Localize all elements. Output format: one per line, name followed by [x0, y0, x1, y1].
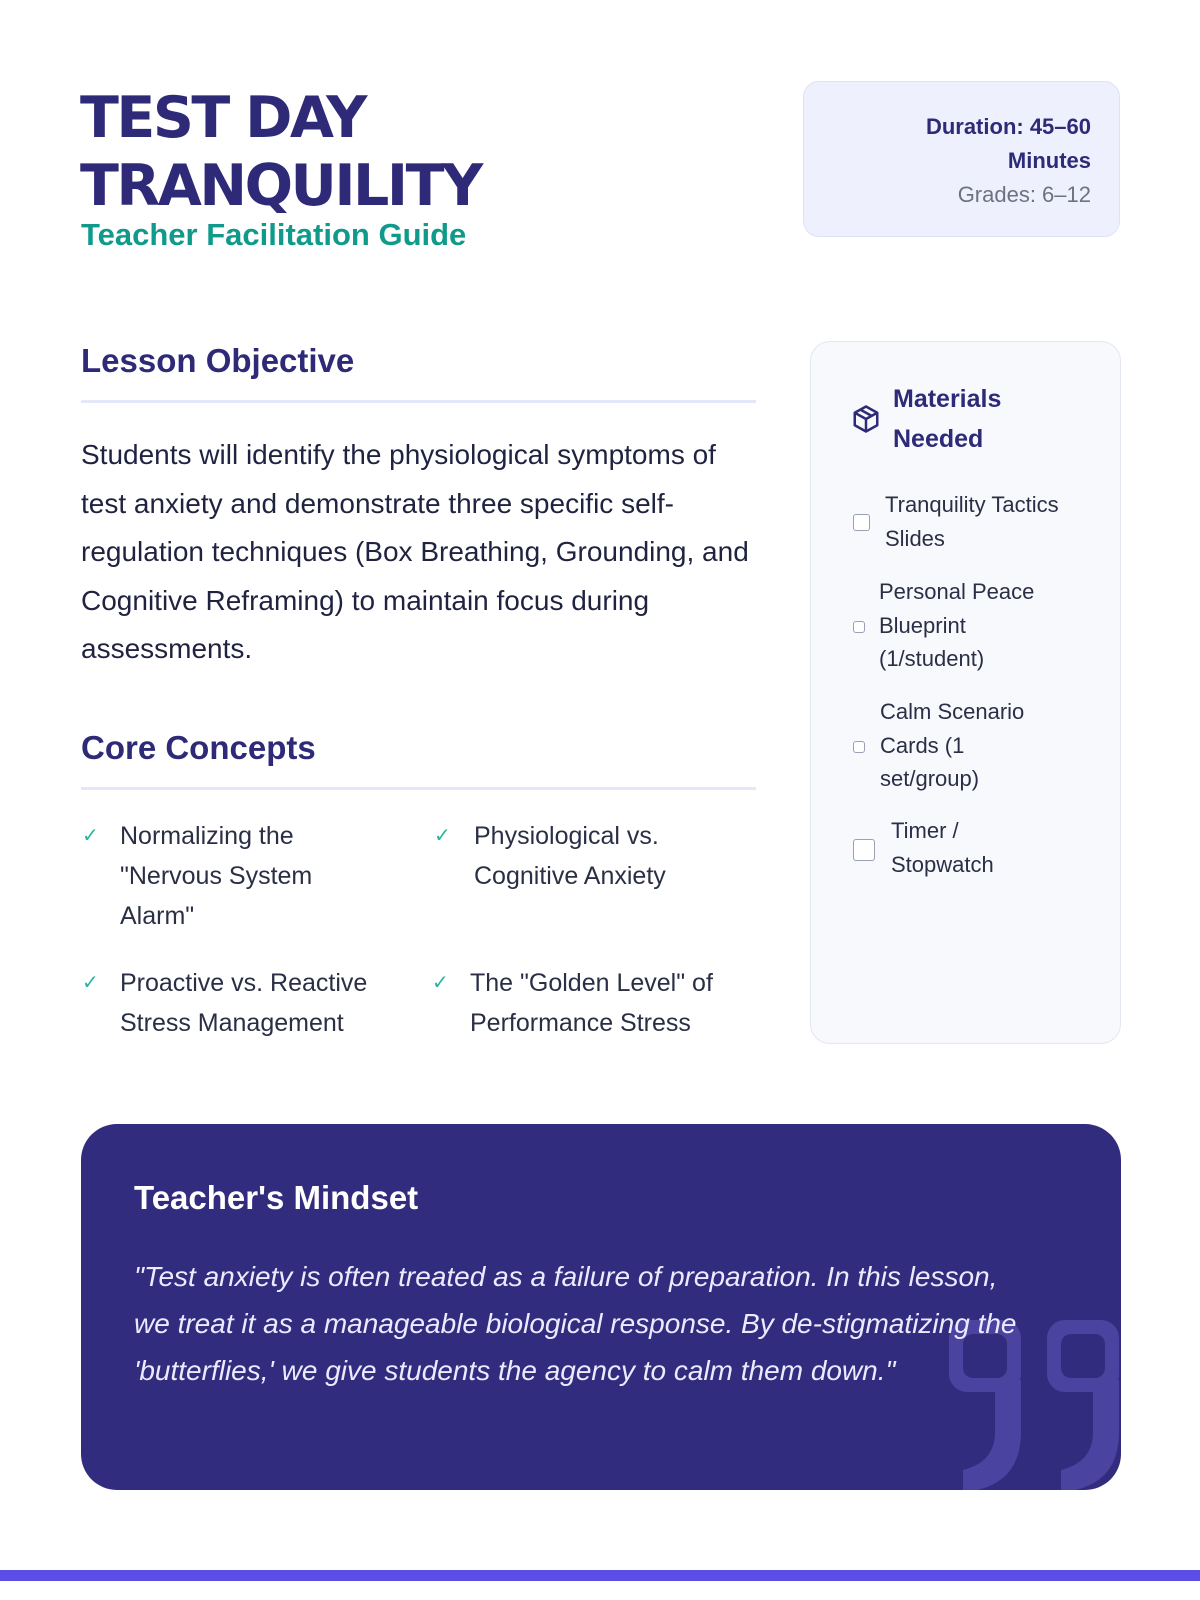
- checkbox[interactable]: [853, 621, 865, 633]
- materials-card: [810, 341, 1121, 1044]
- objective-text: Students will identify the physiological symptoms of test anxiety and demonstrate three specific self-regulation techniques (Box Breathing, Grounding, and Cognitive Reframing) to maintain focus during assessments.: [81, 439, 749, 664]
- material-item: Tranquility Tactics Slides: [885, 492, 1059, 551]
- mindset-heading: Teacher's Mindset: [134, 1179, 419, 1216]
- mindset-quote: "Test anxiety is often treated as a failure of preparation. In this lesson, we treat it as a manageable biological response. By de-stigmatizing the 'butterflies,' we give students the agency to calm them down.": [134, 1261, 1017, 1386]
- objective-divider: [81, 400, 756, 403]
- material-item: Timer / Stopwatch: [891, 818, 994, 877]
- checkbox[interactable]: [853, 514, 870, 531]
- materials-heading: Materials Needed: [893, 385, 1002, 453]
- concept-item: [82, 816, 380, 936]
- concept-label: Normalizing the "Nervous System Alarm": [120, 822, 313, 930]
- page-subtitle: Teacher Facilitation Guide: [81, 217, 467, 252]
- check-icon: ✓: [432, 972, 449, 994]
- footer-bar: [0, 1570, 1200, 1581]
- page-title: [80, 84, 700, 220]
- title-line-1: TEST DAY: [80, 85, 365, 151]
- concepts-divider: [81, 787, 756, 790]
- concept-label: The "Golden Level" of Performance Stress: [470, 969, 713, 1037]
- concept-label: Physiological vs. Cognitive Anxiety: [474, 822, 666, 890]
- lesson-meta-card: [803, 81, 1120, 237]
- check-icon: ✓: [434, 825, 451, 847]
- concept-item: [432, 963, 760, 1043]
- duration-line-1: Duration: 45–60: [925, 114, 1091, 139]
- concepts-heading: Core Concepts: [81, 729, 316, 766]
- box-icon: [851, 404, 881, 434]
- concept-item: [434, 816, 744, 896]
- concept-label: Proactive vs. Reactive Stress Management: [120, 969, 368, 1037]
- teacher-mindset-card: [81, 1124, 1121, 1490]
- check-icon: ✓: [82, 972, 99, 994]
- check-icon: ✓: [82, 825, 99, 847]
- grades-label: Grades: 6–12: [957, 182, 1091, 207]
- duration-line-2: Minutes: [1007, 148, 1091, 173]
- checkbox[interactable]: [853, 839, 875, 861]
- checkbox[interactable]: [853, 741, 865, 753]
- title-line-2: TRANQUILITY: [80, 153, 481, 219]
- objective-heading: Lesson Objective: [81, 342, 355, 379]
- material-item: Personal Peace Blueprint (1/student): [879, 579, 1035, 671]
- material-item: Calm Scenario Cards (1 set/group): [880, 699, 1025, 791]
- concept-item: [82, 963, 400, 1043]
